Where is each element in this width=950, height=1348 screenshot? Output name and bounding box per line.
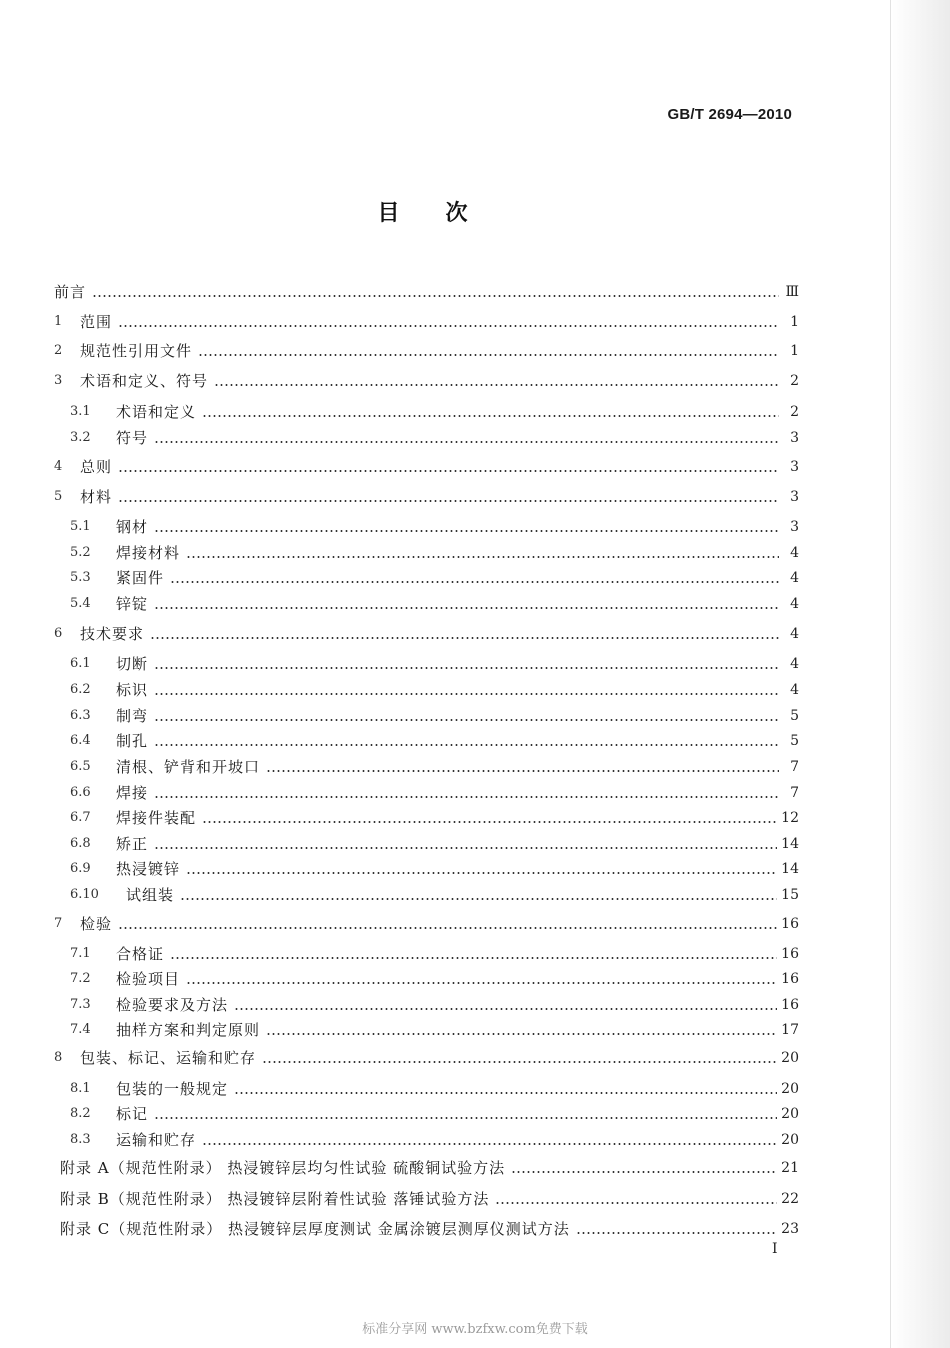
toc-entry-1[interactable] bbox=[54, 312, 799, 332]
toc-label: 总则 bbox=[80, 458, 113, 476]
toc-page: 14 bbox=[781, 836, 799, 852]
toc-label: 制孔 bbox=[116, 732, 149, 750]
toc-label: 术语和定义、符号 bbox=[80, 372, 209, 390]
toc-page: 4 bbox=[790, 596, 799, 612]
toc-entry-3-2[interactable] bbox=[70, 428, 799, 448]
leader-dots bbox=[154, 847, 777, 849]
toc-number: 5.3 bbox=[70, 570, 91, 585]
toc-number: 6.6 bbox=[70, 785, 91, 800]
toc-label: 锌锭 bbox=[116, 595, 149, 613]
leader-dots bbox=[154, 1117, 777, 1119]
toc-label: 运输和贮存 bbox=[116, 1131, 197, 1149]
toc-label: 附录 B（规范性附录） 热浸镀锌层附着性试验 落锤试验方法 bbox=[60, 1190, 490, 1208]
toc-entry-4[interactable] bbox=[54, 457, 799, 477]
toc-number: 6.1 bbox=[70, 656, 91, 671]
toc-label: 切断 bbox=[116, 655, 149, 673]
toc-page: 15 bbox=[781, 887, 799, 903]
toc-page: 3 bbox=[790, 519, 799, 535]
toc-entry-6-10[interactable] bbox=[70, 885, 799, 905]
toc-label: 范围 bbox=[80, 313, 113, 331]
leader-dots bbox=[186, 982, 777, 984]
toc-page: 4 bbox=[790, 545, 799, 561]
leader-dots bbox=[118, 927, 777, 929]
toc-entry-3[interactable] bbox=[54, 371, 799, 391]
toc-entry-8-2[interactable] bbox=[70, 1104, 799, 1124]
toc-number: 6.7 bbox=[70, 810, 91, 825]
leader-dots bbox=[170, 957, 777, 959]
leader-dots bbox=[234, 1092, 777, 1094]
toc-number: 8.3 bbox=[70, 1132, 91, 1147]
toc-entry-6-6[interactable] bbox=[70, 783, 799, 803]
toc-label: 术语和定义 bbox=[116, 403, 197, 421]
toc-page: Ⅲ bbox=[785, 284, 799, 300]
toc-number: 7 bbox=[54, 916, 63, 931]
toc-page: 3 bbox=[790, 459, 799, 475]
leader-dots bbox=[186, 556, 779, 558]
watermark-text: 标准分享网 www.bzfxw.com免费下载 bbox=[362, 1322, 588, 1337]
leader-dots bbox=[186, 872, 777, 874]
toc-page: 1 bbox=[790, 314, 799, 330]
toc-entry-7-2[interactable] bbox=[70, 969, 799, 989]
toc-page: 5 bbox=[790, 708, 799, 724]
toc-entry-appendix-b[interactable] bbox=[60, 1189, 799, 1209]
toc-label: 试组装 bbox=[126, 886, 175, 904]
toc-number: 6.4 bbox=[70, 733, 91, 748]
toc-entry-5-4[interactable] bbox=[70, 594, 799, 614]
toc-entry-6-4[interactable] bbox=[70, 731, 799, 751]
toc-entry-6-7[interactable] bbox=[70, 808, 799, 828]
toc-entry-preface[interactable] bbox=[54, 282, 799, 302]
leader-dots bbox=[576, 1232, 777, 1234]
leader-dots bbox=[92, 295, 779, 297]
toc-entry-8-1[interactable] bbox=[70, 1079, 799, 1099]
toc-page: 2 bbox=[790, 373, 799, 389]
toc-page: 16 bbox=[781, 916, 799, 932]
toc-number: 8.2 bbox=[70, 1106, 91, 1121]
toc-number: 8.1 bbox=[70, 1081, 91, 1096]
toc-page: 20 bbox=[781, 1050, 799, 1066]
leader-dots bbox=[234, 1008, 777, 1010]
toc-number: 6.3 bbox=[70, 708, 91, 723]
toc-number: 3.2 bbox=[70, 430, 91, 445]
leader-dots bbox=[118, 500, 779, 502]
toc-entry-5-3[interactable] bbox=[70, 568, 799, 588]
leader-dots bbox=[266, 1033, 777, 1035]
toc-label: 附录 C（规范性附录） 热浸镀锌层厚度测试 金属涂镀层测厚仪测试方法 bbox=[60, 1220, 570, 1238]
toc-label: 焊接件装配 bbox=[116, 809, 197, 827]
toc-label: 热浸镀锌 bbox=[116, 860, 181, 878]
toc-page: 22 bbox=[781, 1191, 799, 1207]
leader-dots bbox=[214, 384, 779, 386]
toc-page: 7 bbox=[790, 759, 799, 775]
leader-dots bbox=[154, 530, 779, 532]
toc-label: 钢材 bbox=[116, 518, 149, 536]
toc-label: 包装的一般规定 bbox=[116, 1080, 229, 1098]
toc-page: 3 bbox=[790, 489, 799, 505]
toc-label: 材料 bbox=[80, 488, 113, 506]
leader-dots bbox=[154, 719, 779, 721]
leader-dots bbox=[154, 441, 779, 443]
toc-entry-appendix-c[interactable] bbox=[60, 1219, 799, 1239]
toc-label: 符号 bbox=[116, 429, 149, 447]
toc-label: 规范性引用文件 bbox=[80, 342, 193, 360]
toc-label: 标识 bbox=[116, 681, 149, 699]
toc-number: 6.2 bbox=[70, 682, 91, 697]
toc-entry-7-4[interactable] bbox=[70, 1020, 799, 1040]
leader-dots bbox=[198, 354, 779, 356]
toc-entry-6-2[interactable] bbox=[70, 680, 799, 700]
toc-label: 检验要求及方法 bbox=[116, 996, 229, 1014]
toc-label: 检验项目 bbox=[116, 970, 181, 988]
toc-entry-5-1[interactable] bbox=[70, 517, 799, 537]
toc-label: 检验 bbox=[80, 915, 113, 933]
toc-entry-5[interactable] bbox=[54, 487, 799, 507]
toc-number: 7.1 bbox=[70, 946, 91, 961]
toc-label: 焊接材料 bbox=[116, 544, 181, 562]
leader-dots bbox=[202, 415, 779, 417]
toc-page: 2 bbox=[790, 404, 799, 420]
leader-dots bbox=[262, 1061, 777, 1063]
toc-entry-6-3[interactable] bbox=[70, 706, 799, 726]
leader-dots bbox=[154, 693, 779, 695]
toc-page: 16 bbox=[781, 946, 799, 962]
leader-dots bbox=[202, 1143, 777, 1145]
toc-page: 4 bbox=[790, 682, 799, 698]
toc-entry-6-1[interactable] bbox=[70, 654, 799, 674]
toc-label: 矫正 bbox=[116, 835, 149, 853]
page-title: 目次 bbox=[377, 201, 514, 226]
leader-dots bbox=[154, 796, 779, 798]
toc-number: 5.4 bbox=[70, 596, 91, 611]
toc-page: 12 bbox=[781, 810, 799, 826]
toc-label: 清根、铲背和开坡口 bbox=[116, 758, 261, 776]
leader-dots bbox=[154, 744, 779, 746]
leader-dots bbox=[495, 1202, 777, 1204]
toc-page: 7 bbox=[790, 785, 799, 801]
toc-page: 14 bbox=[781, 861, 799, 877]
toc-number: 4 bbox=[54, 459, 63, 474]
leader-dots bbox=[202, 821, 777, 823]
standard-code: GB/T 2694—2010 bbox=[667, 106, 792, 123]
leader-dots bbox=[154, 607, 779, 609]
toc-number: 6 bbox=[54, 626, 63, 641]
toc-entry-6-9[interactable] bbox=[70, 859, 799, 879]
leader-dots bbox=[118, 325, 779, 327]
toc-label: 焊接 bbox=[116, 784, 149, 802]
toc-label: 标记 bbox=[116, 1105, 149, 1123]
toc-page: 4 bbox=[790, 626, 799, 642]
toc-number: 1 bbox=[54, 314, 63, 329]
toc-label: 前言 bbox=[54, 283, 87, 301]
toc-label: 合格证 bbox=[116, 945, 165, 963]
toc-entry-6[interactable] bbox=[54, 624, 799, 644]
toc-page: 23 bbox=[781, 1221, 799, 1237]
toc-number: 7.2 bbox=[70, 971, 91, 986]
toc-number: 2 bbox=[54, 343, 63, 358]
toc-entry-3-1[interactable] bbox=[70, 402, 799, 422]
toc-entry-5-2[interactable] bbox=[70, 543, 799, 563]
toc-entry-7-3[interactable] bbox=[70, 995, 799, 1015]
toc-number: 5.1 bbox=[70, 519, 91, 534]
toc-page: 3 bbox=[790, 430, 799, 446]
toc-page: 17 bbox=[781, 1022, 799, 1038]
toc-entry-8-3[interactable] bbox=[70, 1130, 799, 1150]
toc-entry-6-5[interactable] bbox=[70, 757, 799, 777]
toc-number: 5.2 bbox=[70, 545, 91, 560]
toc-number: 5 bbox=[54, 489, 63, 504]
toc-number: 6.5 bbox=[70, 759, 91, 774]
toc-number: 6.8 bbox=[70, 836, 91, 851]
leader-dots bbox=[154, 667, 779, 669]
toc-label: 附录 A（规范性附录） 热浸镀锌层均匀性试验 硫酸铜试验方法 bbox=[60, 1159, 506, 1177]
leader-dots bbox=[511, 1171, 777, 1173]
toc-page: 21 bbox=[781, 1160, 799, 1176]
toc-page: 4 bbox=[790, 570, 799, 586]
toc-number: 3.1 bbox=[70, 404, 91, 419]
toc-number: 8 bbox=[54, 1050, 63, 1065]
toc-page: 5 bbox=[790, 733, 799, 749]
toc-entry-2[interactable] bbox=[54, 341, 799, 361]
toc-page: 4 bbox=[790, 656, 799, 672]
toc-number: 3 bbox=[54, 373, 63, 388]
toc-number: 6.10 bbox=[70, 887, 99, 902]
toc-label: 紧固件 bbox=[116, 569, 165, 587]
toc-label: 抽样方案和判定原则 bbox=[116, 1021, 261, 1039]
toc-entry-6-8[interactable] bbox=[70, 834, 799, 854]
toc-page: 20 bbox=[781, 1132, 799, 1148]
leader-dots bbox=[150, 637, 779, 639]
toc-label: 制弯 bbox=[116, 707, 149, 725]
toc-entry-7[interactable] bbox=[54, 914, 799, 934]
leader-dots bbox=[118, 470, 779, 472]
toc-page: 1 bbox=[790, 343, 799, 359]
toc-label: 包装、标记、运输和贮存 bbox=[80, 1049, 257, 1067]
toc-page: 16 bbox=[781, 997, 799, 1013]
leader-dots bbox=[170, 581, 779, 583]
leader-dots bbox=[180, 898, 777, 900]
toc-page: 16 bbox=[781, 971, 799, 987]
toc-entry-8[interactable] bbox=[54, 1048, 799, 1068]
toc-entry-7-1[interactable] bbox=[70, 944, 799, 964]
toc-page: 20 bbox=[781, 1106, 799, 1122]
toc-label: 技术要求 bbox=[80, 625, 145, 643]
toc-number: 6.9 bbox=[70, 861, 91, 876]
toc-number: 7.3 bbox=[70, 997, 91, 1012]
page-number: I bbox=[772, 1241, 778, 1257]
toc-page: 20 bbox=[781, 1081, 799, 1097]
toc-number: 7.4 bbox=[70, 1022, 91, 1037]
leader-dots bbox=[266, 770, 779, 772]
toc-entry-appendix-a[interactable] bbox=[60, 1158, 799, 1178]
